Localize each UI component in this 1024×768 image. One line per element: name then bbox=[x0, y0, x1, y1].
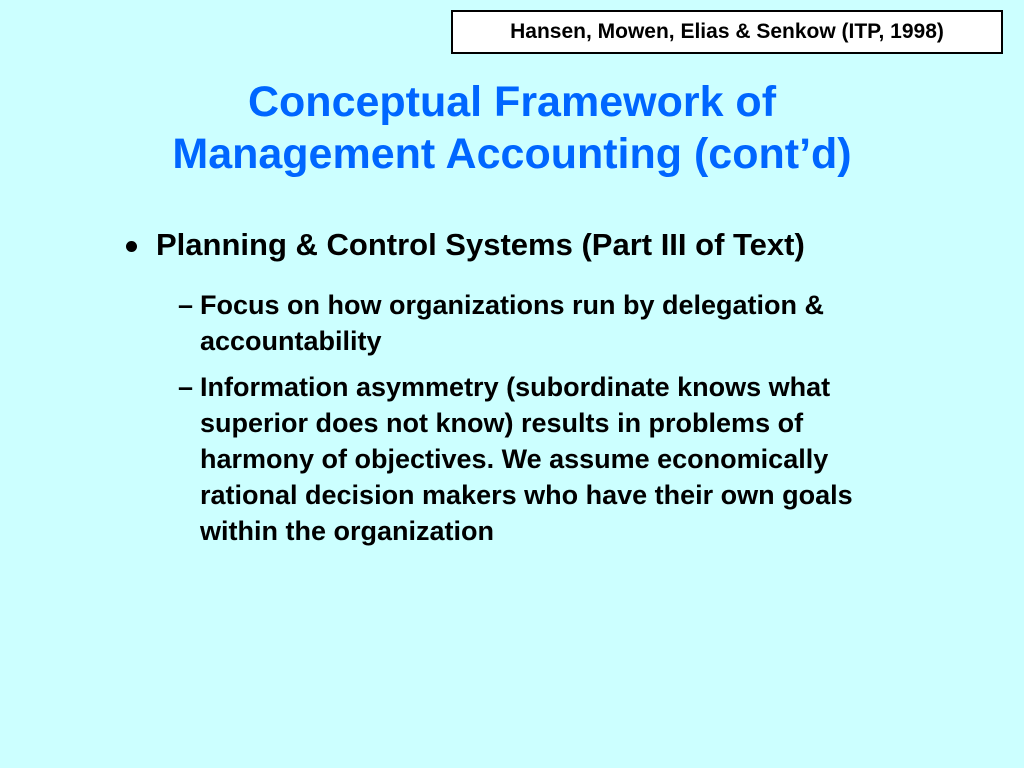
citation-box bbox=[451, 10, 1003, 54]
citation-text: Hansen, Mowen, Elias & Senkow (ITP, 1998) bbox=[510, 20, 944, 43]
sub-bullet-item bbox=[178, 369, 868, 549]
sub-bullet-text: Focus on how organizations run by delegation & accountability bbox=[200, 290, 825, 356]
sub-bullet-text: Information asymmetry (subordinate knows what superior does not know) results in problems of harmony of objectives. We assume economically rational decision makers who have their own goals within the organization bbox=[200, 372, 853, 546]
sub-bullet-list bbox=[178, 287, 868, 549]
sub-bullet-item bbox=[178, 287, 868, 359]
bullet-text: Planning & Control Systems (Part III of Text) bbox=[156, 227, 805, 262]
slide-content bbox=[120, 225, 920, 559]
slide-title-line-2: Management Accounting (cont’d) bbox=[172, 130, 852, 178]
bullet-item bbox=[120, 225, 920, 265]
dash-marker: – bbox=[178, 290, 194, 320]
slide-title-line-1: Conceptual Framework of bbox=[247, 78, 777, 126]
slide-title bbox=[0, 76, 1024, 180]
dash-marker: – bbox=[178, 372, 194, 402]
bullet-dot-icon bbox=[126, 241, 137, 252]
